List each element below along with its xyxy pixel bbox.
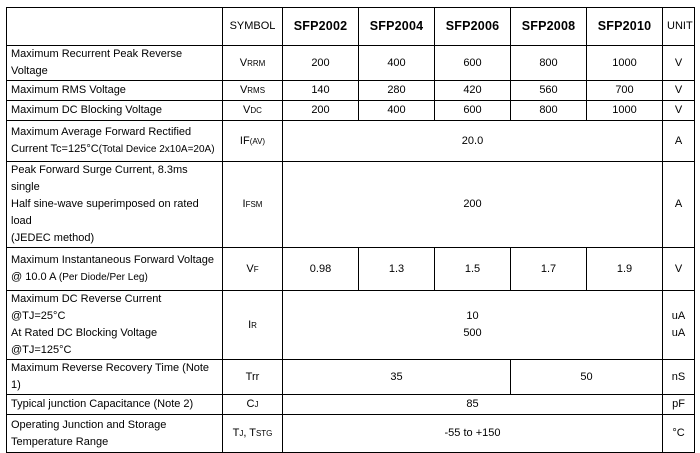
value-cell: 140 [283, 81, 359, 101]
symbol-cell [223, 101, 283, 121]
symbol-sub: (AV) [249, 136, 266, 146]
symbol-cell [223, 395, 283, 415]
value-cell: 200 [283, 101, 359, 121]
param-line: Peak Forward Surge Current, 8.3ms single [11, 164, 188, 193]
symbol-main: I [242, 198, 246, 210]
table-row-tj [7, 415, 695, 453]
param-label [7, 162, 223, 248]
param-label: Maximum RMS Voltage [7, 81, 223, 101]
value-cell: 1000 [587, 101, 663, 121]
header-parameter-cell [7, 8, 223, 46]
unit-cell: pF [663, 395, 695, 415]
param-label [7, 248, 223, 291]
ratings-table [6, 7, 695, 453]
value-cell: 420 [435, 81, 511, 101]
value-cell: 600 [435, 101, 511, 121]
header-part-sfp2008: SFP2008 [511, 8, 587, 46]
value-cell: 560 [511, 81, 587, 101]
param-label [7, 415, 223, 453]
value-cell [283, 291, 663, 360]
symbol-main: C [246, 398, 255, 410]
symbol-cell [223, 291, 283, 360]
unit-line: uA [671, 310, 686, 322]
param-line: Half sine-wave superimposed on rated load [11, 198, 199, 227]
unit-cell: A [663, 121, 695, 162]
value-cell: 400 [359, 101, 435, 121]
table-row-vrrm [7, 46, 695, 81]
value-cell: 280 [359, 81, 435, 101]
symbol-cell [223, 121, 283, 162]
param-note: (Total Device 2x10A=20A) [98, 144, 215, 155]
table-row-cj [7, 395, 695, 415]
header-part-sfp2006: SFP2006 [435, 8, 511, 46]
value-cell: 200 [283, 162, 663, 248]
value-cell: 85 [283, 395, 663, 415]
symbol-sub: FSM [245, 200, 263, 209]
value-cell: 200 [283, 46, 359, 81]
value-cell: 1000 [587, 46, 663, 81]
value-cell: 0.98 [283, 248, 359, 291]
unit-cell: V [663, 46, 695, 81]
param-line: Maximum DC Reverse Current @TJ=25°C [11, 293, 162, 322]
table-row-vdc [7, 101, 695, 121]
param-line: Maximum Instantaneous Forward Voltage [11, 254, 214, 266]
symbol-main: V [239, 84, 248, 96]
unit-cell [663, 291, 695, 360]
param-line: Operating Junction and Storage [11, 418, 167, 431]
param-note: (Per Diode/Per Leg) [58, 272, 148, 283]
value-cell: 1.5 [435, 248, 511, 291]
symbol-sub: R [251, 320, 257, 330]
value-cell: 1.9 [587, 248, 663, 291]
param-label [7, 291, 223, 360]
param-line: At Rated DC Blocking Voltage @TJ=125°C [11, 327, 158, 356]
value-cell: 1.7 [511, 248, 587, 291]
unit-cell: °C [663, 415, 695, 453]
table-row-ifav [7, 121, 695, 162]
symbol-cell [223, 162, 283, 248]
unit-cell: V [663, 101, 695, 121]
symbol-main: V [246, 262, 254, 275]
symbol-main: T [232, 427, 240, 439]
param-line: Maximum Average Forward Rectified [11, 126, 192, 138]
symbol-sub: F [253, 264, 259, 274]
symbol-cell [223, 81, 283, 101]
param-label: Maximum Recurrent Peak Reverse Voltage [7, 46, 223, 81]
table-row-ifsm [7, 162, 695, 248]
symbol-sub: J [239, 429, 244, 438]
symbol-cell [223, 415, 283, 453]
param-label: Maximum DC Blocking Voltage [7, 101, 223, 121]
param-label: Typical junction Capacitance (Note 2) [7, 395, 223, 415]
value-cell: 1.3 [359, 248, 435, 291]
header-row [7, 8, 695, 46]
param-line: Temperature Range [11, 435, 109, 448]
value-cell: 35 [283, 360, 511, 395]
symbol-sub: DC [250, 106, 262, 115]
symbol-cell [223, 46, 283, 81]
symbol-cell [223, 248, 283, 291]
value-cell: 800 [511, 46, 587, 81]
header-part-sfp2010: SFP2010 [587, 8, 663, 46]
unit-line: uA [671, 327, 686, 339]
param-line: @ 10.0 A [11, 271, 56, 283]
value-cell: 800 [511, 101, 587, 121]
symbol-separator: , T [243, 427, 256, 439]
symbol-main: V [239, 56, 248, 69]
header-part-sfp2002: SFP2002 [283, 8, 359, 46]
header-unit: UNIT [663, 8, 695, 46]
symbol-main: IF [239, 134, 250, 147]
table-row-trr [7, 360, 695, 395]
unit-cell: V [663, 81, 695, 101]
value-cell: 700 [587, 81, 663, 101]
table-row-vf [7, 248, 695, 291]
param-label [7, 121, 223, 162]
value-cell: 20.0 [283, 121, 663, 162]
symbol-main: V [243, 104, 251, 116]
header-part-sfp2004: SFP2004 [359, 8, 435, 46]
symbol-sub: J [254, 400, 259, 409]
unit-cell: A [663, 162, 695, 248]
value-cell: -55 to +150 [283, 415, 663, 453]
value-cell: 50 [511, 360, 663, 395]
value-line: 500 [463, 327, 482, 339]
value-cell: 600 [435, 46, 511, 81]
value-line: 10 [466, 310, 479, 322]
symbol-cell: Trr [223, 360, 283, 395]
param-label: Maximum Reverse Recovery Time (Note 1) [7, 360, 223, 395]
table-row-ir [7, 291, 695, 360]
header-symbol: SYMBOL [223, 8, 283, 46]
value-cell: 400 [359, 46, 435, 81]
param-line: (JEDEC method) [11, 232, 95, 244]
symbol-sub: RRM [247, 58, 266, 68]
unit-cell: V [663, 248, 695, 291]
symbol-main: I [248, 318, 252, 331]
table-row-vrms [7, 81, 695, 101]
symbol-sub: RMS [247, 86, 266, 95]
symbol-sub: STG [255, 429, 273, 438]
param-line: Current Tc=125°C [11, 143, 99, 155]
unit-cell: nS [663, 360, 695, 395]
